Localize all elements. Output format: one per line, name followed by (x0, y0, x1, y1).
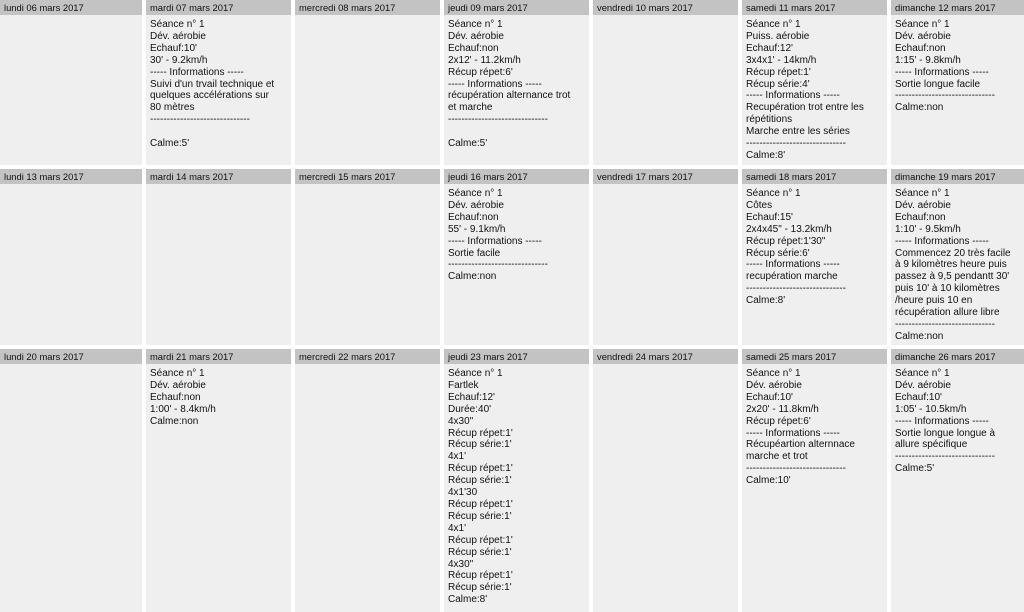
session-line: Calme:8' (746, 295, 786, 307)
session-line: passez à 9,5 pendantt 30' (895, 271, 1010, 283)
session-line: et marche (448, 102, 493, 114)
session-line: 1:00' - 8.4km/h (150, 403, 216, 415)
session-line: Echauf:10' (895, 391, 942, 403)
session-line: Calme:non (448, 271, 497, 283)
session-line: Sortie longue facile (895, 78, 981, 90)
session-line: Séance n° 1 (448, 368, 503, 379)
session-line: Récup série:1' (448, 582, 512, 594)
session-line: Dév. aérobie (895, 199, 951, 211)
session-details (593, 15, 738, 19)
day-header: mardi 21 mars 2017 (146, 349, 291, 364)
session-line: Calme:non (895, 330, 944, 342)
week-row (0, 349, 1024, 612)
session-line: Echauf:non (895, 42, 946, 54)
week-row (0, 169, 1024, 345)
day-cell (146, 0, 291, 165)
session-line: Récup série:1' (448, 510, 512, 522)
session-line: Sortie longue longue à (895, 427, 996, 439)
session-line: Récup répet:1'30" (746, 235, 826, 247)
session-line: Marche entre les séries (746, 126, 850, 138)
day-cell (146, 349, 291, 612)
session-line: 2x12' - 11.2km/h (448, 54, 521, 66)
day-header: jeudi 16 mars 2017 (444, 169, 589, 184)
day-header: samedi 11 mars 2017 (742, 0, 887, 15)
day-header: jeudi 09 mars 2017 (444, 0, 589, 15)
session-details (0, 15, 142, 19)
session-details (146, 184, 291, 188)
session-line: 30' - 9.2km/h (150, 54, 208, 66)
session-line: Recupération trot entre les (746, 102, 864, 114)
session-line: répétitions (746, 114, 793, 126)
day-cell (0, 169, 142, 345)
session-line: 55' - 9.1km/h (448, 223, 506, 235)
session-line: Echauf:10' (746, 391, 793, 403)
session-line: Echauf:non (448, 42, 499, 54)
session-line: Echauf:non (448, 211, 499, 223)
session-line: Côtes (746, 199, 773, 211)
day-cell (0, 0, 142, 165)
session-line: Séance n° 1 (895, 188, 950, 199)
day-header: mardi 14 mars 2017 (146, 169, 291, 184)
session-details (444, 184, 589, 283)
session-line: Commencez 20 très facile (895, 247, 1011, 259)
session-line: Sortie facile (448, 247, 501, 259)
day-cell (891, 0, 1024, 165)
session-line: quelques accélérations sur (150, 90, 269, 102)
session-details (295, 364, 440, 368)
day-header: vendredi 17 mars 2017 (593, 169, 738, 184)
day-header: mercredi 15 mars 2017 (295, 169, 440, 184)
session-line: Récup répet:6' (746, 415, 811, 427)
session-line: Récup répet:1' (448, 427, 513, 439)
day-header: dimanche 26 mars 2017 (891, 349, 1024, 364)
day-cell (295, 349, 440, 612)
day-cell (295, 0, 440, 165)
session-line: Dév. aérobie (448, 30, 504, 42)
session-line: Calme:non (895, 102, 944, 114)
day-header: lundi 06 mars 2017 (0, 0, 142, 15)
session-line: ------------------------------ (746, 138, 846, 150)
session-details (891, 184, 1024, 343)
session-line: Calme:8' (746, 149, 786, 161)
session-line: 4x30" (448, 558, 474, 570)
session-line: 4x1' (448, 451, 467, 463)
session-line: 1:10' - 9.5km/h (895, 223, 961, 235)
session-line: Récupéartion alternnace (746, 439, 855, 451)
session-line: Récup série:1' (448, 546, 512, 558)
session-line: Récup répet:1' (746, 66, 811, 78)
day-header: samedi 25 mars 2017 (742, 349, 887, 364)
session-line: Fartlek (448, 379, 479, 391)
session-line: Séance n° 1 (895, 19, 950, 30)
day-cell (593, 169, 738, 345)
day-cell (742, 169, 887, 345)
session-line: Dév. aérobie (895, 30, 951, 42)
day-header: dimanche 19 mars 2017 (891, 169, 1024, 184)
session-line: Récup répet:1' (448, 534, 513, 546)
day-header: mardi 07 mars 2017 (146, 0, 291, 15)
session-line: recupération marche (746, 271, 838, 283)
day-cell (891, 169, 1024, 345)
session-line: ------------------------------ (895, 318, 995, 330)
session-details (742, 15, 887, 162)
session-line: ----- Informations ----- (895, 66, 989, 78)
session-line: Calme:5' (150, 138, 190, 150)
session-line: Dév. aérobie (150, 379, 206, 391)
session-line: Echauf:non (895, 211, 946, 223)
session-line: Récup série:1' (448, 439, 512, 451)
session-details (146, 364, 291, 428)
session-line (448, 126, 586, 138)
session-details (891, 364, 1024, 475)
session-line: 4x1' (448, 522, 467, 534)
session-line: ------------------------------ (895, 451, 995, 463)
day-cell (295, 169, 440, 345)
session-line: Séance n° 1 (746, 19, 801, 30)
session-line: ----- Informations ----- (448, 78, 542, 90)
session-line: Dév. aérobie (895, 379, 951, 391)
session-line: ------------------------------ (746, 463, 846, 475)
session-line: Séance n° 1 (746, 188, 801, 199)
session-details (742, 364, 887, 487)
session-line: Récup série:4' (746, 78, 810, 90)
session-line: ----- Informations ----- (746, 259, 840, 271)
session-line: Echauf:10' (150, 42, 197, 54)
session-line: Calme:10' (746, 475, 791, 487)
session-line: ------------------------------ (448, 114, 548, 126)
day-cell (593, 0, 738, 165)
day-header: jeudi 23 mars 2017 (444, 349, 589, 364)
session-line: Séance n° 1 (895, 368, 950, 379)
session-line: puis 10' à 10 kilomètres (895, 283, 1000, 295)
session-details (444, 364, 589, 606)
session-line: Echauf:15' (746, 211, 793, 223)
session-line: 3x4x1' - 14km/h (746, 54, 817, 66)
session-line: Récup répet:1' (448, 498, 513, 510)
day-cell (742, 349, 887, 612)
session-line: Suivi d'un trvail technique et (150, 78, 275, 90)
session-line: Séance n° 1 (448, 188, 503, 199)
session-line: Séance n° 1 (448, 19, 503, 30)
day-header: mercredi 08 mars 2017 (295, 0, 440, 15)
session-line: Calme:5' (895, 463, 935, 475)
session-details (593, 364, 738, 368)
session-line: Calme:non (150, 415, 199, 427)
day-cell (444, 169, 589, 345)
day-cell (742, 0, 887, 165)
session-line: allure spécifique (895, 439, 968, 451)
session-line: ----- Informations ----- (746, 427, 840, 439)
day-cell (444, 0, 589, 165)
session-line: Séance n° 1 (150, 368, 205, 379)
session-line: Echauf:12' (746, 42, 793, 54)
session-line: Echauf:non (150, 391, 201, 403)
session-line: 1:05' - 10.5km/h (895, 403, 967, 415)
session-details (891, 15, 1024, 114)
session-line: récupération alternance trot (448, 90, 571, 102)
session-line: /heure puis 10 en (895, 295, 973, 307)
session-line: ----- Informations ----- (895, 415, 989, 427)
session-line: ----- Informations ----- (150, 66, 244, 78)
session-line: Puiss. aérobie (746, 30, 810, 42)
session-line: 2x20' - 11.8km/h (746, 403, 819, 415)
day-header: vendredi 10 mars 2017 (593, 0, 738, 15)
session-line: Durée:40' (448, 403, 492, 415)
session-line: Séance n° 1 (150, 19, 205, 30)
session-line: à 9 kilomètres heure puis (895, 259, 1007, 271)
session-line: Récup série:1' (448, 475, 512, 487)
session-line: ----- Informations ----- (448, 235, 542, 247)
day-header: vendredi 24 mars 2017 (593, 349, 738, 364)
session-line: marche et trot (746, 451, 808, 463)
day-header: lundi 20 mars 2017 (0, 349, 142, 364)
session-line (150, 126, 288, 138)
week-row (0, 0, 1024, 165)
session-line: ----- Informations ----- (746, 90, 840, 102)
session-details (146, 15, 291, 150)
session-line: 4x1'30 (448, 487, 478, 499)
session-line: ------------------------------ (448, 259, 548, 271)
session-line: ------------------------------ (150, 114, 250, 126)
session-line: Dév. aérobie (448, 199, 504, 211)
session-line: ----- Informations ----- (895, 235, 989, 247)
session-line: Calme:8' (448, 594, 488, 606)
session-line: récupération allure libre (895, 307, 1000, 319)
session-line: ------------------------------ (746, 283, 846, 295)
session-line: 80 mètres (150, 102, 195, 114)
session-line: Récup répet:6' (448, 66, 513, 78)
session-details (295, 184, 440, 188)
session-details (0, 184, 142, 188)
session-line: Récup répet:1' (448, 463, 513, 475)
session-line: Calme:5' (448, 138, 488, 150)
session-line: 4x30" (448, 415, 474, 427)
day-header: lundi 13 mars 2017 (0, 169, 142, 184)
day-header: dimanche 12 mars 2017 (891, 0, 1024, 15)
session-details (742, 184, 887, 307)
day-cell (0, 349, 142, 612)
session-line: ------------------------------ (895, 90, 995, 102)
session-details (593, 184, 738, 188)
session-line: Séance n° 1 (746, 368, 801, 379)
session-line: 2x4x45" - 13.2km/h (746, 223, 832, 235)
session-line: Récup répet:1' (448, 570, 513, 582)
session-details (295, 15, 440, 19)
day-cell (593, 349, 738, 612)
day-cell (146, 169, 291, 345)
session-line: Dév. aérobie (150, 30, 206, 42)
session-line: 1:15' - 9.8km/h (895, 54, 961, 66)
day-header: mercredi 22 mars 2017 (295, 349, 440, 364)
session-details (0, 364, 142, 368)
day-cell (444, 349, 589, 612)
session-line: Récup série:6' (746, 247, 810, 259)
day-header: samedi 18 mars 2017 (742, 169, 887, 184)
session-line: Echauf:12' (448, 391, 495, 403)
session-details (444, 15, 589, 150)
session-line: Dév. aérobie (746, 379, 802, 391)
day-cell (891, 349, 1024, 612)
